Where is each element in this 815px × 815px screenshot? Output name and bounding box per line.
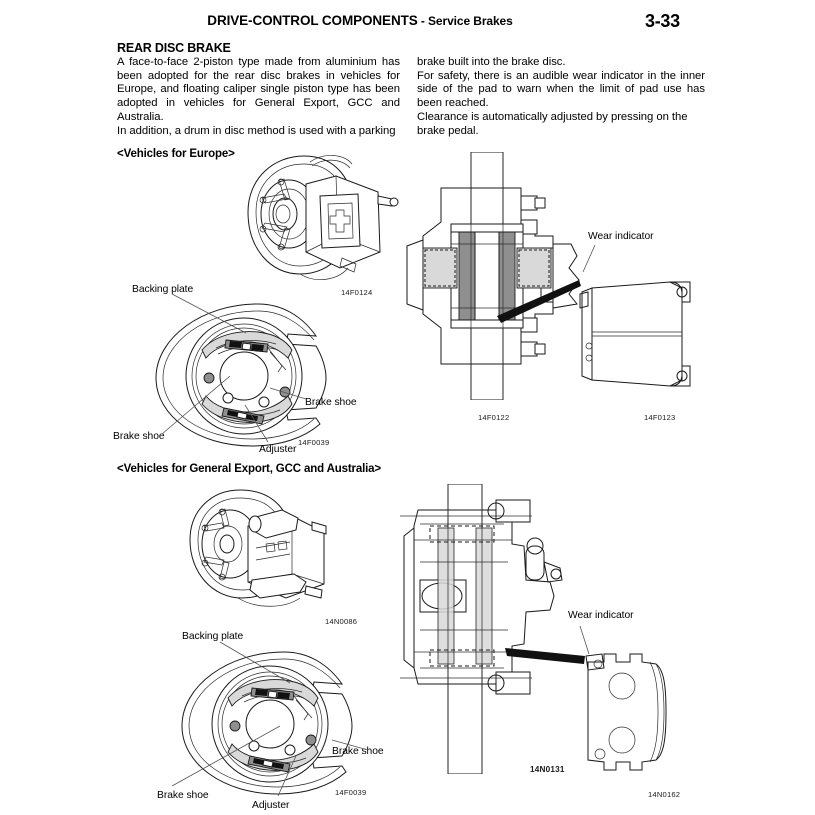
callout-brake-shoe-left: Brake shoe bbox=[157, 790, 209, 801]
callout-adjuster: Adjuster bbox=[252, 800, 290, 811]
paragraph: In addition, a drum in disc method is used with a parking bbox=[117, 124, 396, 137]
paragraph: A face-to-face 2-piston type made from aluminium has been adopted for the rear disc brakes in vehicles for Europe, and floating caliper single piston type has been adopted in vehicles for General Export, GCC and Australia. bbox=[117, 56, 400, 123]
page-header bbox=[0, 13, 815, 39]
paragraph: For safety, there is an audible wear indicator in the inner side of the pad to warn when the limit of pad use has been reached. bbox=[417, 69, 705, 110]
figure-code-europe-assembly: 14F0124 bbox=[341, 288, 373, 297]
paragraph: Clearance is automatically adjusted by pressing on the brake pedal. bbox=[417, 110, 688, 137]
figure-code-export-assembly: 14N0086 bbox=[325, 617, 358, 626]
body-right-column bbox=[417, 56, 705, 138]
body-left-column bbox=[117, 56, 400, 138]
figure-europe-caliper-assembly bbox=[232, 148, 402, 298]
figure-code-europe-backing-plate: 14F0039 bbox=[298, 438, 330, 447]
figure-export-caliper-assembly bbox=[182, 482, 357, 617]
callout-wear-indicator-europe: Wear indicator bbox=[588, 231, 654, 242]
figure-code-export-backing-plate: 14F0039 bbox=[335, 788, 367, 797]
callout-adjuster: Adjuster bbox=[259, 444, 297, 455]
page-title-main: DRIVE-CONTROL COMPONENTS bbox=[207, 13, 418, 28]
variant-label-europe: <Vehicles for Europe> bbox=[117, 148, 235, 160]
variant-label-general-export: <Vehicles for General Export, GCC and Australia> bbox=[117, 463, 381, 475]
callout-brake-shoe-right: Brake shoe bbox=[332, 746, 384, 757]
leader-lines-europe-pad bbox=[495, 240, 695, 350]
page-title-separator: - bbox=[417, 14, 429, 28]
page-title bbox=[0, 13, 720, 28]
figure-code-export-pad: 14N0162 bbox=[648, 790, 681, 799]
leader-lines-europe-backing-plate bbox=[110, 280, 400, 455]
section-heading: REAR DISC BRAKE bbox=[117, 41, 231, 55]
callout-backing-plate: Backing plate bbox=[182, 631, 244, 642]
callout-brake-shoe-left: Brake shoe bbox=[113, 431, 165, 442]
leader-lines-export-backing-plate bbox=[150, 628, 440, 808]
paragraph: brake built into the brake disc. bbox=[417, 56, 566, 68]
callout-brake-shoe-right: Brake shoe bbox=[305, 397, 357, 408]
page-title-sub: Service Brakes bbox=[428, 14, 513, 28]
figure-code-europe-caliper-section: 14F0122 bbox=[478, 413, 510, 422]
figure-code-europe-pad: 14F0123 bbox=[644, 413, 676, 422]
callout-wear-indicator-export: Wear indicator bbox=[568, 610, 634, 621]
page-number: 3-33 bbox=[645, 11, 680, 31]
leader-lines-export-pad bbox=[505, 620, 685, 710]
figure-code-export-caliper-section: 14N0131 bbox=[530, 765, 565, 774]
callout-backing-plate: Backing plate bbox=[132, 284, 194, 295]
